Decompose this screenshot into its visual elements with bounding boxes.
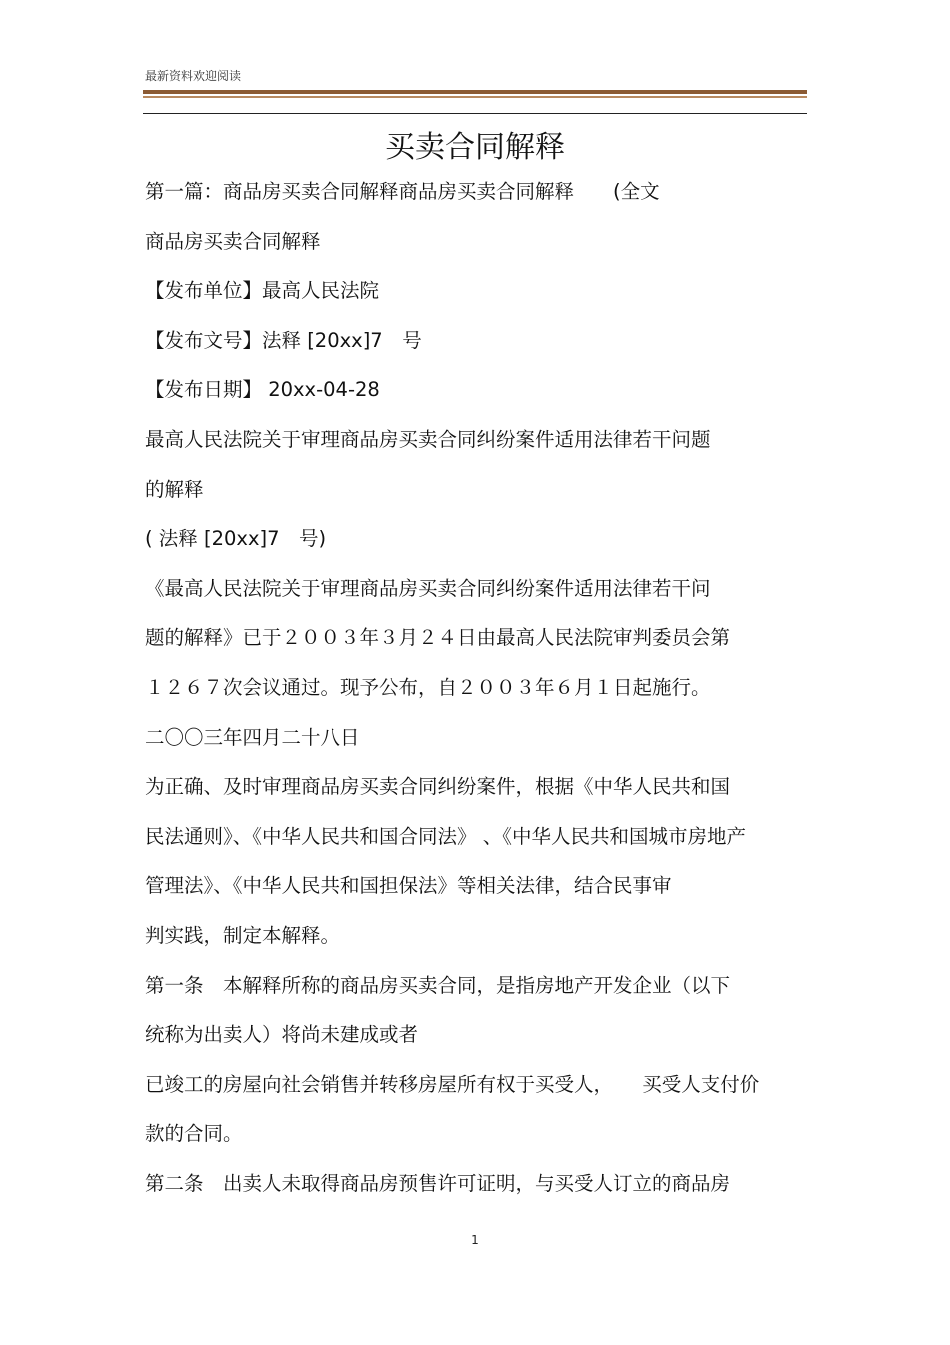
body-line: 为正确、及时审理商品房买卖合同纠纷案件，根据《中华人民共和国 [145, 775, 731, 799]
header-rule-black [143, 113, 807, 114]
body-line: 商品房买卖合同解释 [145, 229, 321, 253]
body-line: 二〇〇三年四月二十八日 [145, 725, 360, 749]
body-line: 已竣工的房屋向社会销售并转移房屋所有权于买受人， 买受人支付价 [145, 1072, 760, 1096]
body-line: 第一篇：商品房买卖合同解释商品房买卖合同解释 (全文 [145, 180, 660, 203]
page-number: 1 [471, 1233, 479, 1247]
body-line: 款的合同。 [145, 1122, 243, 1146]
body-line: 【发布单位】最高人民法院 [145, 279, 380, 303]
body-line: 统称为出卖人）将尚未建成或者 [145, 1023, 419, 1047]
running-header: 最新资料欢迎阅读 [145, 69, 242, 83]
body-line: 题的解释》已于２００３年３月２４日由最高人民法院审判委员会第 [145, 626, 731, 650]
body-line: 民法通则》、《中华人民共和国合同法》 、《中华人民共和国城市房地产 [145, 824, 746, 848]
body-line: 【发布文号】法释 [20xx]7 号 [145, 328, 422, 352]
body-line: ( 法释 [20xx]7 号) [145, 527, 327, 551]
body-line: １２６７次会议通过。现予公布，自２００３年６月１日起施行。 [145, 675, 711, 699]
body-line: 的解释 [145, 477, 204, 501]
header-rule-thick [143, 90, 807, 94]
body-line: 第一条 本解释所称的商品房买卖合同，是指房地产开发企业（以下 [145, 973, 731, 997]
body-line: 最高人民法院关于审理商品房买卖合同纠纷案件适用法律若干问题 [145, 427, 711, 451]
body-line: 判实践，制定本解释。 [145, 923, 341, 947]
body-line: 【发布日期】 20xx-04-28 [145, 378, 380, 402]
body-line: 管理法》、《中华人民共和国担保法》等相关法律，结合民事审 [145, 874, 672, 898]
body-line: 第二条 出卖人未取得商品房预售许可证明，与买受人订立的商品房 [145, 1171, 731, 1195]
body-line: 《最高人民法院关于审理商品房买卖合同纠纷案件适用法律若干问 [145, 576, 711, 600]
document-title: 买卖合同解释 [385, 130, 565, 165]
document-body [145, 171, 805, 1231]
header-rule-thin [143, 96, 807, 98]
